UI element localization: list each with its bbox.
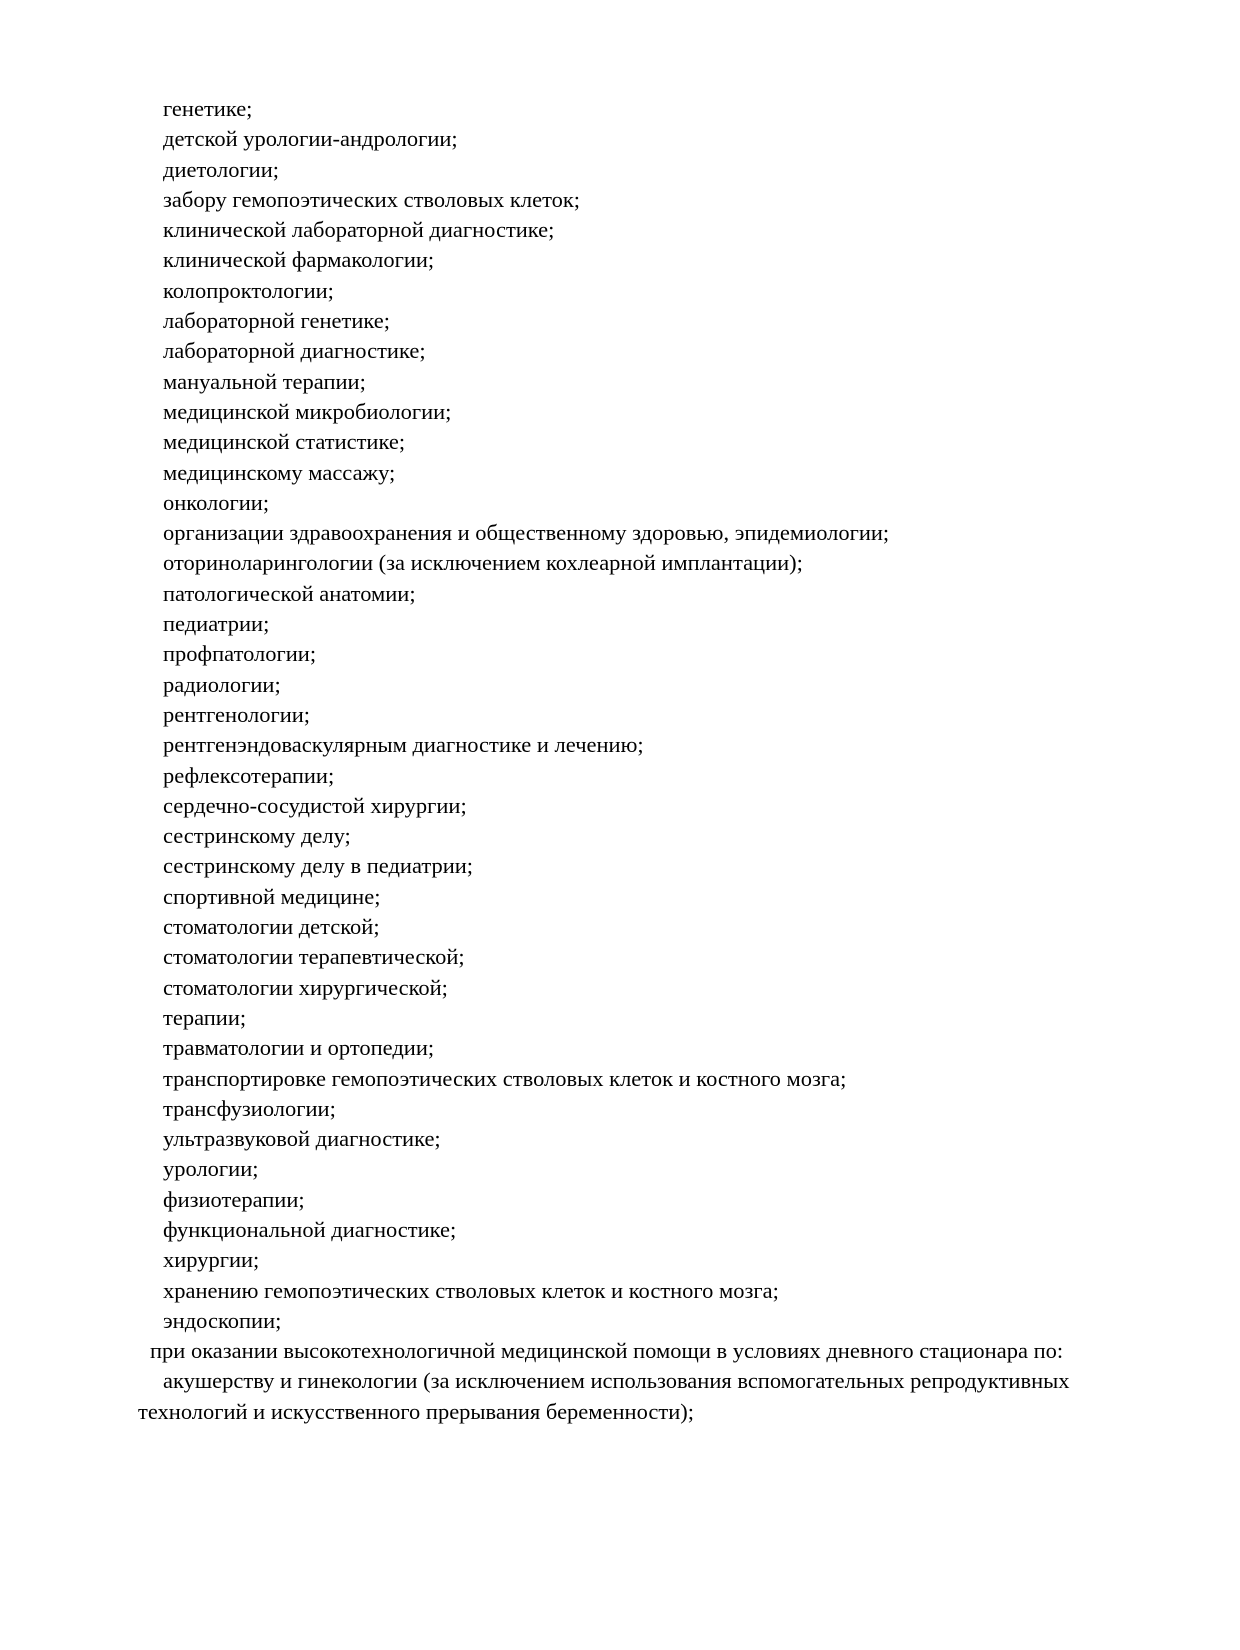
- specialty-list-item: стоматологии терапевтической;: [163, 944, 465, 970]
- specialty-list-item: стоматологии хирургической;: [163, 974, 448, 1000]
- specialty-list-item: онкологии;: [163, 489, 270, 515]
- specialty-list-item: сестринскому делу в педиатрии;: [163, 853, 474, 879]
- specialty-list-item: диетологии;: [163, 156, 280, 182]
- final-paragraph-line-2: технологий и искусственного прерывания беременности);: [138, 1398, 695, 1424]
- specialty-list-item: организации здравоохранения и общественному здоровью, эпидемиологии;: [163, 520, 890, 546]
- specialty-list-item: рентгенологии;: [163, 701, 311, 727]
- specialty-list-item: спортивной медицине;: [163, 883, 381, 909]
- specialty-list-item: рефлексотерапии;: [163, 762, 335, 788]
- specialty-list-item: стоматологии детской;: [163, 914, 380, 940]
- specialty-list-item: забору гемопоэтических стволовых клеток;: [163, 186, 581, 212]
- specialty-list-item: оториноларингологии (за исключением кохлеарной имплантации);: [163, 550, 803, 576]
- intro-paragraph: при оказании высокотехнологичной медицинской помощи в условиях дневного стационара по:: [150, 1338, 1064, 1364]
- specialty-list-item: медицинскому массажу;: [163, 459, 396, 485]
- specialty-list-item: рентгенэндоваскулярным диагностике и лечению;: [163, 732, 644, 758]
- specialty-list-item: сестринскому делу;: [163, 823, 351, 849]
- specialty-list-item: урологии;: [163, 1156, 259, 1182]
- specialty-list-item: травматологии и ортопедии;: [163, 1035, 435, 1061]
- specialty-list-item: мануальной терапии;: [163, 368, 366, 394]
- specialty-list-item: транспортировке гемопоэтических стволовых клеток и костного мозга;: [163, 1065, 847, 1091]
- specialty-list-item: лабораторной генетике;: [163, 308, 390, 334]
- specialty-list: [138, 94, 1128, 1336]
- specialty-list-item: клинической лабораторной диагностике;: [163, 217, 555, 243]
- specialty-list-item: сердечно-сосудистой хирургии;: [163, 792, 467, 818]
- specialty-list-item: физиотерапии;: [163, 1186, 305, 1212]
- final-paragraph-line-1: акушерству и гинекологии (за исключением использования вспомогательных репродуктивных: [163, 1368, 1070, 1394]
- specialty-list-item: терапии;: [163, 1004, 247, 1030]
- specialty-list-item: хирургии;: [163, 1247, 260, 1273]
- specialty-list-item: лабораторной диагностике;: [163, 338, 426, 364]
- specialty-list-item: клинической фармакологии;: [163, 247, 435, 273]
- specialty-list-item: медицинской микробиологии;: [163, 398, 452, 424]
- specialty-list-item: патологической анатомии;: [163, 580, 416, 606]
- specialty-list-item: трансфузиологии;: [163, 1095, 336, 1121]
- specialty-list-item: хранению гемопоэтических стволовых клеток и костного мозга;: [163, 1277, 779, 1303]
- document-text-block: [138, 94, 1128, 1427]
- specialty-list-item: педиатрии;: [163, 611, 270, 637]
- specialty-list-item: медицинской статистике;: [163, 429, 406, 455]
- specialty-list-item: функциональной диагностике;: [163, 1216, 457, 1242]
- specialty-list-item: эндоскопии;: [163, 1307, 282, 1333]
- specialty-list-item: радиологии;: [163, 671, 281, 697]
- specialty-list-item: профпатологии;: [163, 641, 317, 667]
- specialty-list-item: ультразвуковой диагностике;: [163, 1126, 441, 1152]
- specialty-list-item: детской урологии-андрологии;: [163, 126, 458, 152]
- specialty-list-item: генетике;: [163, 96, 253, 121]
- specialty-list-item: колопроктологии;: [163, 277, 334, 303]
